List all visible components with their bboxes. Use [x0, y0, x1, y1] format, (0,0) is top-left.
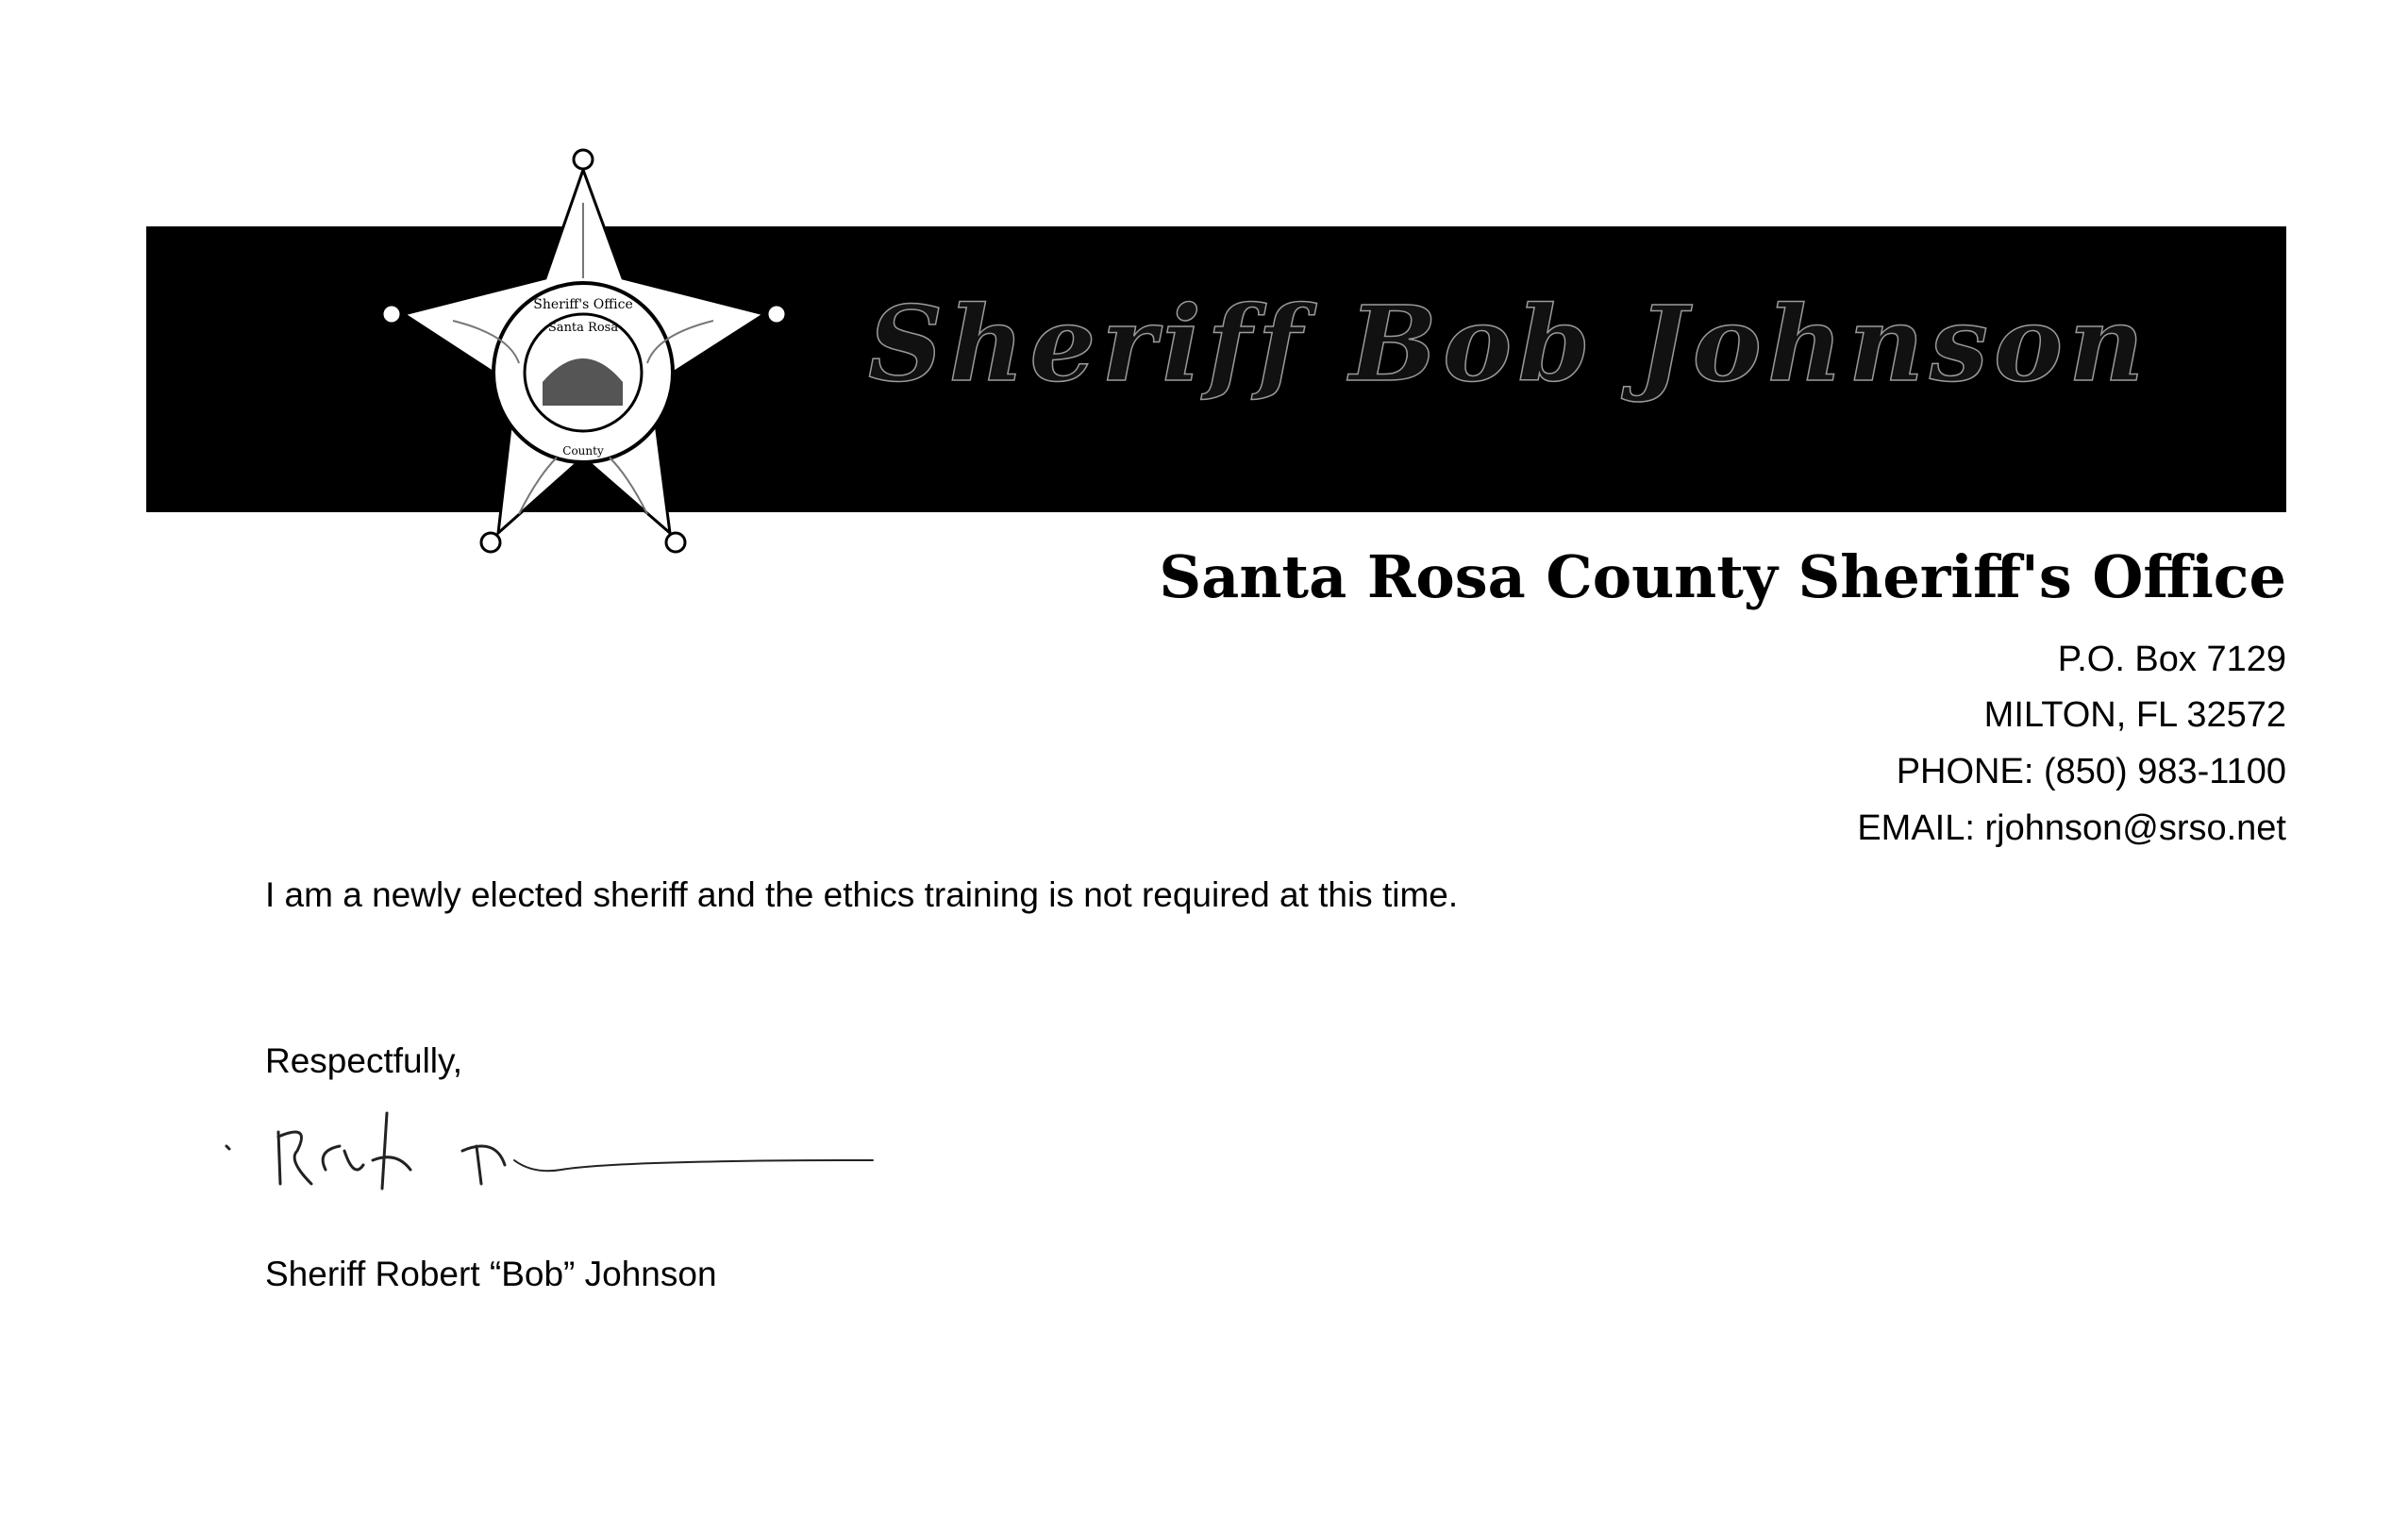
letter-body: I am a newly elected sheriff and the ethics training is not required at this time. — [265, 875, 1459, 914]
handwritten-signature — [222, 1094, 882, 1217]
office-name: Santa Rosa County Sheriff's Office — [1159, 542, 2286, 611]
badge-text: Sheriff's Office — [533, 297, 633, 312]
badge-text: Santa Rosa — [547, 321, 619, 335]
sheriff-star-badge-icon — [340, 146, 830, 590]
address-po-box: P.O. Box 7129 — [2057, 640, 2286, 679]
badge-text: County — [562, 444, 604, 458]
signatory-name: Sheriff Robert “Bob” Johnson — [265, 1255, 717, 1293]
letter-closing: Respectfully, — [265, 1041, 463, 1080]
address-email: EMAIL: rjohnson@srso.net — [1857, 808, 2286, 848]
address-phone: PHONE: (850) 983-1100 — [1896, 752, 2286, 791]
address-city: MILTON, FL 32572 — [1983, 695, 2286, 735]
banner-embossed-name: Sheriff Bob Johnson — [868, 283, 2150, 405]
